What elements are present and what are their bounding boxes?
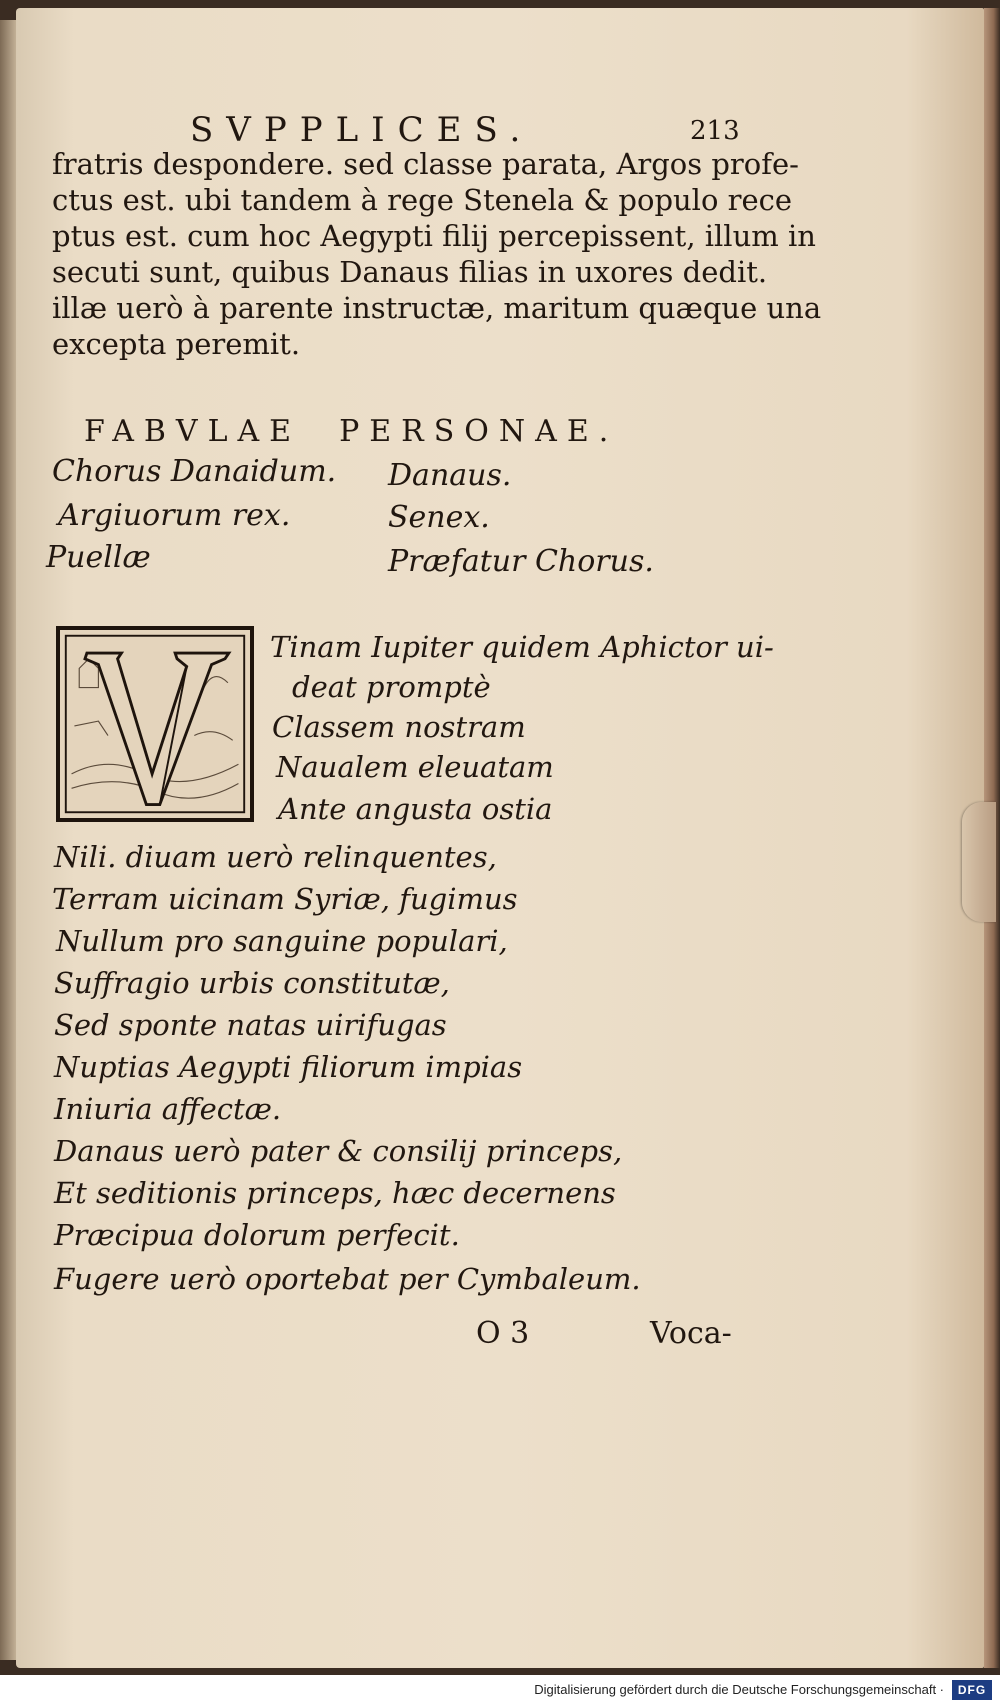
personae-heading xyxy=(84,414,618,449)
catchword: Voca- xyxy=(650,1316,732,1351)
verse-line: Nili. diuam uerò relinquentes, xyxy=(54,840,497,874)
verse-line: Danaus uerò pater & consilij princeps, xyxy=(54,1134,623,1168)
verse-line: Ante angusta ostia xyxy=(278,792,553,826)
verse-line: Nullum pro sanguine populari, xyxy=(56,924,508,958)
personae-heading-left: FABVLAE xyxy=(84,414,302,449)
prose-line: illæ uerò à parente instructæ, maritum quæque una xyxy=(52,291,822,325)
page-number: 213 xyxy=(690,116,740,146)
prose-line: fratris despondere. sed classe parata, Argos profe- xyxy=(52,147,799,181)
personae-heading-right: PERSONAE. xyxy=(339,414,619,449)
verse-line: Et seditionis princeps, hæc decernens xyxy=(54,1176,616,1210)
verse-line: Sed sponte natas uirifugas xyxy=(54,1008,447,1042)
digitization-footer xyxy=(0,1676,1000,1706)
verse-line: Terram uicinam Syriæ, fugimus xyxy=(52,882,518,916)
signature-mark: O 3 xyxy=(476,1316,530,1351)
verse-line: Suffragio urbis constitutæ, xyxy=(54,966,450,1000)
verse-line: Classem nostram xyxy=(272,710,526,744)
woodcut-initial xyxy=(56,626,254,822)
woodcut-initial-art xyxy=(60,630,250,818)
dfg-logo: DFG xyxy=(952,1680,992,1700)
running-head: SVPPLICES. xyxy=(190,110,534,150)
persona-right: Danaus. xyxy=(388,458,512,493)
prose-line: excepta peremit. xyxy=(52,327,301,361)
verse-line: Iniuria affectæ. xyxy=(54,1092,282,1126)
persona-left: Chorus Danaidum. xyxy=(52,454,337,489)
verse-line: Naualem eleuatam xyxy=(276,750,554,784)
persona-left: Argiuorum rex. xyxy=(58,498,291,533)
bookmark-clip xyxy=(962,802,996,922)
persona-right: Senex. xyxy=(388,500,490,535)
verse-line: deat promptè xyxy=(292,670,491,704)
footer-credit: Digitalisierung gefördert durch die Deutsche Forschungsgemeinschaft · xyxy=(534,1682,944,1697)
verse-line: Nuptias Aegypti filiorum impias xyxy=(54,1050,523,1084)
prose-line: secuti sunt, quibus Danaus filias in uxores dedit. xyxy=(52,255,768,289)
verse-line: Tinam Iupiter quidem Aphictor ui- xyxy=(270,630,774,664)
prose-line: ptus est. cum hoc Aegypti filij percepissent, illum in xyxy=(52,219,816,253)
verse-line: Præcipua dolorum perfecit. xyxy=(54,1218,460,1252)
persona-right: Præfatur Chorus. xyxy=(388,544,654,579)
prose-line: ctus est. ubi tandem à rege Stenela & populo rece xyxy=(52,183,793,217)
persona-left: Puellæ xyxy=(46,540,151,575)
verse-line: Fugere uerò oportebat per Cymbaleum. xyxy=(54,1262,641,1296)
